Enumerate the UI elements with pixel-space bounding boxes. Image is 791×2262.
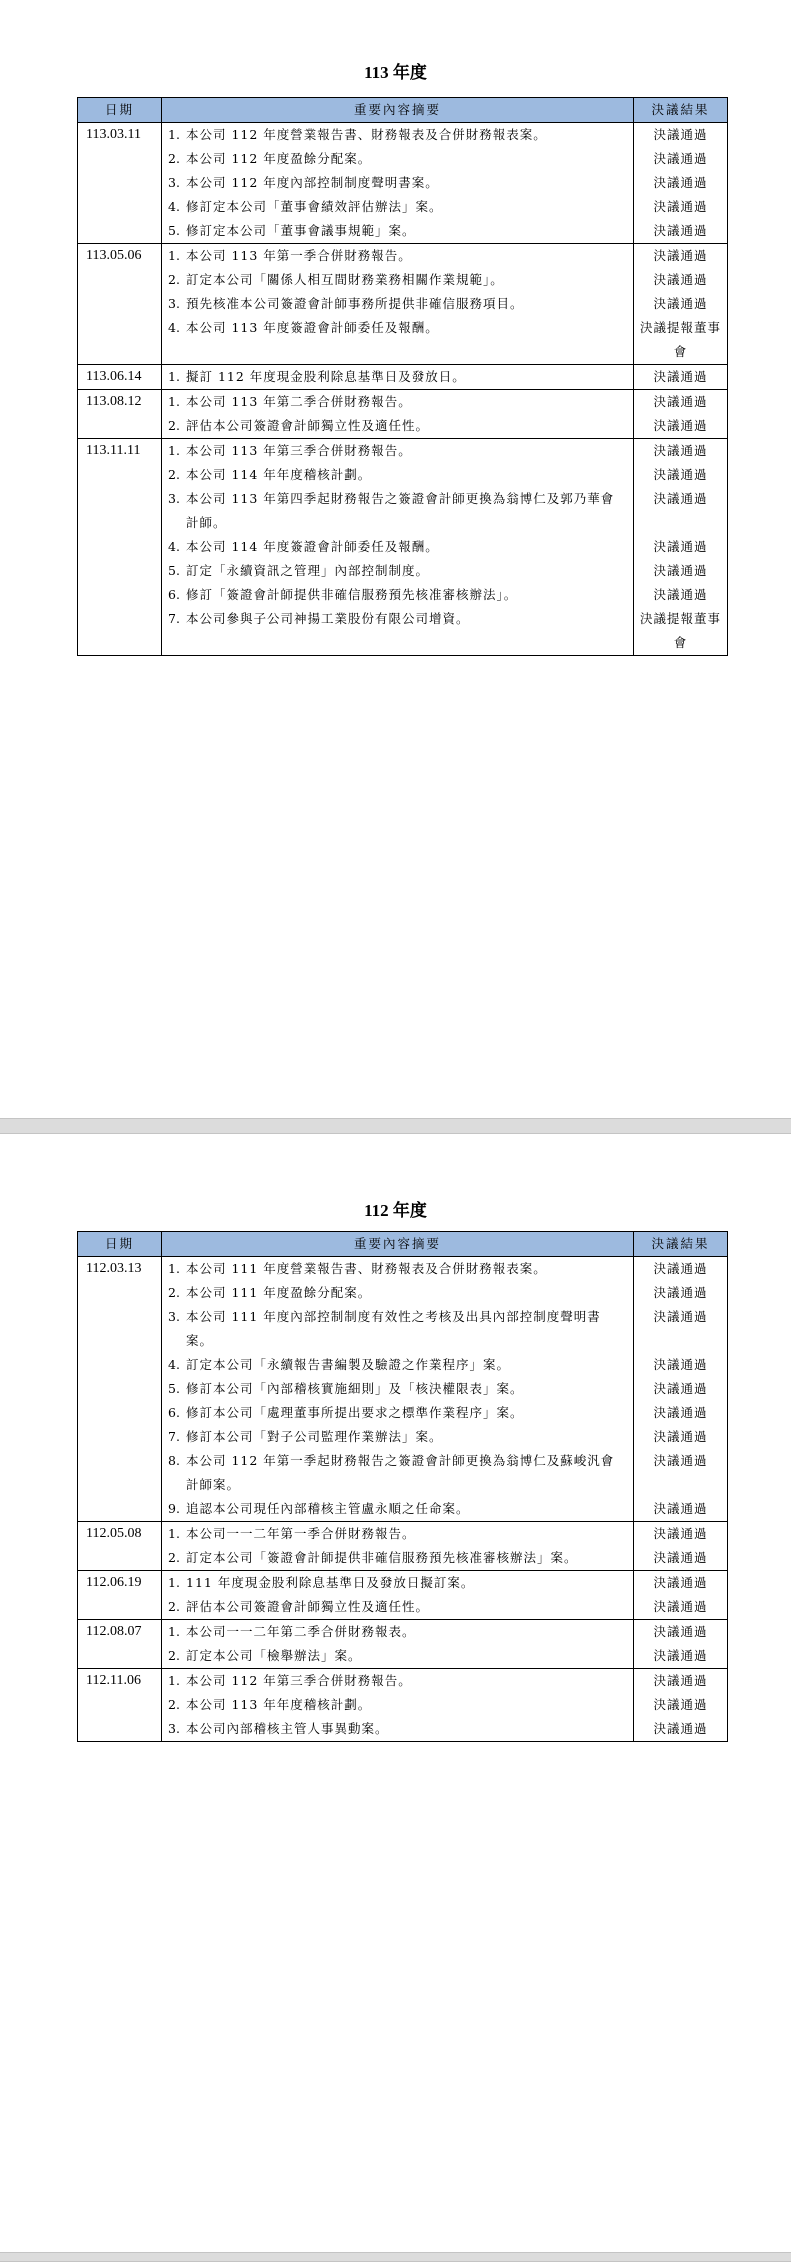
item-number: 2.	[168, 467, 180, 482]
resolution-results	[634, 390, 728, 439]
resolution-result: 決議通過	[653, 127, 708, 142]
resolution-result: 決議通過	[653, 1575, 708, 1590]
item-number: 1.	[168, 1673, 180, 1688]
item-text: 本公司 113 年第三季合併財務報告。	[186, 443, 412, 458]
meeting-date: 113.05.06	[78, 244, 162, 365]
resolution-result: 決議通過	[653, 443, 708, 458]
resolution-result: 決議提報董事會	[639, 611, 721, 650]
agenda-items	[162, 123, 634, 244]
item-number: 4.	[168, 1357, 180, 1372]
agenda-item	[168, 195, 625, 219]
agenda-items	[162, 365, 634, 390]
resolution-result: 決議通過	[653, 1501, 708, 1516]
item-text: 追認本公司現任內部稽核主管盧永順之任命案。	[186, 1501, 470, 1516]
item-number: 1.	[168, 1526, 180, 1541]
item-text: 本公司 114 年年度稽核計劃。	[186, 467, 372, 482]
meeting-row	[78, 1669, 728, 1742]
resolution-result: 決議通過	[653, 1721, 708, 1736]
item-text: 訂定本公司「永續報告書編製及驗證之作業程序」案。	[186, 1357, 511, 1372]
item-text: 訂定本公司「檢舉辦法」案。	[186, 1648, 362, 1663]
resolution-result: 決議通過	[653, 1381, 708, 1396]
item-text: 本公司一一二年第一季合併財務報告。	[186, 1526, 416, 1541]
item-number: 7.	[168, 1429, 180, 1444]
resolution-result: 決議通過	[653, 175, 708, 190]
meeting-row	[78, 390, 728, 439]
meeting-date: 113.08.12	[78, 390, 162, 439]
agenda-item	[168, 316, 625, 340]
resolution-results	[634, 1257, 728, 1522]
agenda-item	[168, 171, 625, 195]
item-number: 2.	[168, 1697, 180, 1712]
item-number: 1.	[168, 248, 180, 263]
resolution-result: 決議通過	[653, 1405, 708, 1420]
item-text: 修訂「簽證會計師提供非確信服務預先核准審核辦法」。	[186, 587, 518, 602]
resolution-result: 決議通過	[653, 1309, 708, 1324]
agenda-item	[168, 1425, 625, 1449]
item-text: 修訂定本公司「董事會議事規範」案。	[186, 223, 416, 238]
resolution-result: 決議通過	[653, 151, 708, 166]
item-text: 訂定本公司「關係人相互間財務業務相關作業規範」。	[186, 272, 504, 287]
resolution-result: 決議通過	[653, 1648, 708, 1663]
meeting-row	[78, 1620, 728, 1669]
item-text: 預先核准本公司簽證會計師事務所提供非確信服務項目。	[186, 296, 524, 311]
resolution-result: 決議通過	[653, 418, 708, 433]
meeting-row	[78, 439, 728, 656]
section-title: 113 年度	[364, 63, 427, 82]
agenda-item	[168, 1595, 625, 1619]
item-number: 2.	[168, 1648, 180, 1663]
item-number: 8.	[168, 1453, 180, 1468]
agenda-item	[168, 414, 625, 438]
item-number: 5.	[168, 223, 180, 238]
agenda-item	[168, 1449, 625, 1497]
item-number: 1.	[168, 394, 180, 409]
item-number: 1.	[168, 369, 180, 384]
resolution-results	[634, 123, 728, 244]
item-number: 4.	[168, 199, 180, 214]
item-number: 1.	[168, 127, 180, 142]
agenda-item	[168, 292, 625, 316]
document-page-2	[0, 1134, 791, 2252]
item-number: 1.	[168, 1575, 180, 1590]
agenda-item	[168, 439, 625, 463]
resolution-result: 決議通過	[653, 199, 708, 214]
column-header-summary: 重要內容摘要	[162, 98, 634, 123]
resolution-result: 決議通過	[653, 1285, 708, 1300]
item-number: 2.	[168, 272, 180, 287]
agenda-item	[168, 1620, 625, 1644]
audit-committee-table	[77, 97, 728, 656]
item-text: 評估本公司簽證會計師獨立性及適任性。	[186, 418, 430, 433]
agenda-item	[168, 559, 625, 583]
item-text: 本公司一一二年第二季合併財務報表。	[186, 1624, 416, 1639]
resolution-result: 決議通過	[653, 394, 708, 409]
resolution-result: 決議通過	[653, 563, 708, 578]
agenda-item	[168, 1281, 625, 1305]
page-separator	[0, 2252, 791, 2262]
resolution-result: 決議通過	[653, 272, 708, 287]
item-number: 4.	[168, 320, 180, 335]
agenda-item	[168, 1305, 625, 1353]
agenda-items	[162, 1620, 634, 1669]
agenda-item	[168, 365, 625, 389]
agenda-item	[168, 1377, 625, 1401]
item-text: 修訂本公司「對子公司監理作業辦法」案。	[186, 1429, 443, 1444]
resolution-result: 決議通過	[653, 491, 708, 506]
resolution-result: 決議通過	[653, 1673, 708, 1688]
item-number: 9.	[168, 1501, 180, 1516]
agenda-items	[162, 390, 634, 439]
item-number: 3.	[168, 175, 180, 190]
item-number: 2.	[168, 1285, 180, 1300]
item-number: 1.	[168, 1261, 180, 1276]
item-text: 本公司 112 年第三季合併財務報告。	[186, 1673, 412, 1688]
audit-committee-table	[77, 1231, 728, 1742]
item-text: 擬訂 112 年度現金股利除息基準日及發放日。	[186, 369, 466, 384]
item-text: 訂定「永續資訊之管理」內部控制制度。	[186, 563, 430, 578]
agenda-items	[162, 1257, 634, 1522]
resolution-result: 決議通過	[653, 223, 708, 238]
meeting-date: 112.05.08	[78, 1522, 162, 1571]
agenda-items	[162, 1669, 634, 1742]
column-header-date: 日期	[78, 1232, 162, 1257]
meeting-date: 112.06.19	[78, 1571, 162, 1620]
meeting-date: 113.03.11	[78, 123, 162, 244]
item-number: 6.	[168, 1405, 180, 1420]
item-text: 本公司 111 年度營業報告書、財務報表及合併財務報表案。	[186, 1261, 547, 1276]
resolution-results	[634, 439, 728, 656]
agenda-item	[168, 1401, 625, 1425]
item-text: 本公司 111 年度內部控制制度有效性之考核及出具內部控制度聲明書案。	[186, 1309, 601, 1348]
item-text: 本公司 112 年度盈餘分配案。	[186, 151, 372, 166]
agenda-item	[168, 123, 625, 147]
resolution-result: 決議通過	[653, 1550, 708, 1565]
agenda-item	[168, 535, 625, 559]
agenda-items	[162, 1571, 634, 1620]
page-separator	[0, 1118, 791, 1134]
item-text: 本公司 113 年年度稽核計劃。	[186, 1697, 372, 1712]
agenda-item	[168, 1717, 625, 1741]
agenda-item	[168, 607, 625, 631]
agenda-item	[168, 1497, 625, 1521]
item-number: 3.	[168, 296, 180, 311]
resolution-results	[634, 365, 728, 390]
meeting-date: 112.11.06	[78, 1669, 162, 1742]
resolution-result: 決議通過	[653, 1624, 708, 1639]
item-number: 2.	[168, 1599, 180, 1614]
resolution-result: 決議通過	[653, 587, 708, 602]
resolution-results	[634, 1522, 728, 1571]
resolution-result: 決議通過	[653, 467, 708, 482]
meeting-row	[78, 365, 728, 390]
item-text: 本公司 113 年第二季合併財務報告。	[186, 394, 412, 409]
column-header-result: 決議結果	[634, 1232, 728, 1257]
item-number: 3.	[168, 1309, 180, 1324]
item-number: 3.	[168, 1721, 180, 1736]
item-text: 訂定本公司「簽證會計師提供非確信服務預先核准審核辦法」案。	[186, 1550, 578, 1565]
item-text: 本公司 113 年第四季起財務報告之簽證會計師更換為翁博仁及郭乃華會計師。	[186, 491, 615, 530]
meeting-row	[78, 123, 728, 244]
item-text: 本公司 113 年度簽證會計師委任及報酬。	[186, 320, 439, 335]
agenda-item	[168, 244, 625, 268]
agenda-item	[168, 219, 625, 243]
agenda-item	[168, 487, 625, 535]
column-header-date: 日期	[78, 98, 162, 123]
agenda-item	[168, 1669, 625, 1693]
item-text: 本公司 112 年度內部控制制度聲明書案。	[186, 175, 439, 190]
agenda-item	[168, 463, 625, 487]
resolution-result: 決議通過	[653, 1429, 708, 1444]
resolution-result: 決議通過	[653, 1453, 708, 1468]
resolution-result: 決議通過	[653, 1526, 708, 1541]
item-number: 1.	[168, 1624, 180, 1639]
agenda-items	[162, 244, 634, 365]
agenda-item	[168, 1546, 625, 1570]
item-number: 5.	[168, 1381, 180, 1396]
item-number: 2.	[168, 1550, 180, 1565]
meeting-row	[78, 1571, 728, 1620]
resolution-result: 決議通過	[653, 369, 708, 384]
resolution-result: 決議通過	[653, 1357, 708, 1372]
item-text: 本公司參與子公司神揚工業股份有限公司增資。	[186, 611, 470, 626]
resolution-result: 決議通過	[653, 248, 708, 263]
agenda-item	[168, 390, 625, 414]
column-header-result: 決議結果	[634, 98, 728, 123]
item-text: 修訂本公司「內部稽核實施細則」及「核決權限表」案。	[186, 1381, 524, 1396]
meeting-date: 113.11.11	[78, 439, 162, 656]
section-title: 112 年度	[364, 1201, 427, 1220]
resolution-results	[634, 1669, 728, 1742]
item-text: 修訂本公司「處理董事所提出要求之標準作業程序」案。	[186, 1405, 524, 1420]
resolution-results	[634, 1620, 728, 1669]
item-text: 111 年度現金股利除息基準日及發放日擬訂案。	[186, 1575, 475, 1590]
item-text: 修訂定本公司「董事會績效評估辦法」案。	[186, 199, 443, 214]
item-text: 本公司 114 年度簽證會計師委任及報酬。	[186, 539, 439, 554]
resolution-result: 決議通過	[653, 1697, 708, 1712]
item-text: 本公司 113 年第一季合併財務報告。	[186, 248, 412, 263]
agenda-item	[168, 147, 625, 171]
resolution-result: 決議通過	[653, 1599, 708, 1614]
resolution-result: 決議通過	[653, 539, 708, 554]
agenda-item	[168, 1644, 625, 1668]
meeting-row	[78, 244, 728, 365]
item-text: 本公司 112 年第一季起財務報告之簽證會計師更換為翁博仁及蘇峻汎會計師案。	[186, 1453, 615, 1492]
resolution-result: 決議通過	[653, 296, 708, 311]
item-number: 2.	[168, 418, 180, 433]
agenda-items	[162, 439, 634, 656]
item-number: 3.	[168, 491, 180, 506]
agenda-item	[168, 268, 625, 292]
resolution-results	[634, 244, 728, 365]
meeting-row	[78, 1522, 728, 1571]
agenda-item	[168, 1571, 625, 1595]
agenda-item	[168, 1693, 625, 1717]
column-header-summary: 重要內容摘要	[162, 1232, 634, 1257]
document-page-1	[0, 0, 791, 1118]
resolution-results	[634, 1571, 728, 1620]
item-number: 6.	[168, 587, 180, 602]
agenda-item	[168, 1257, 625, 1281]
item-number: 1.	[168, 443, 180, 458]
item-text: 本公司內部稽核主管人事異動案。	[186, 1721, 389, 1736]
item-text: 本公司 111 年度盈餘分配案。	[186, 1285, 372, 1300]
meeting-date: 113.06.14	[78, 365, 162, 390]
meeting-row	[78, 1257, 728, 1522]
item-number: 7.	[168, 611, 180, 626]
resolution-result: 決議通過	[653, 1261, 708, 1276]
item-text: 評估本公司簽證會計師獨立性及適任性。	[186, 1599, 430, 1614]
item-number: 5.	[168, 563, 180, 578]
agenda-item	[168, 1522, 625, 1546]
agenda-item	[168, 1353, 625, 1377]
meeting-date: 112.08.07	[78, 1620, 162, 1669]
item-number: 2.	[168, 151, 180, 166]
item-number: 4.	[168, 539, 180, 554]
item-text: 本公司 112 年度營業報告書、財務報表及合併財務報表案。	[186, 127, 547, 142]
resolution-result: 決議提報董事會	[639, 320, 721, 359]
meeting-date: 112.03.13	[78, 1257, 162, 1522]
agenda-items	[162, 1522, 634, 1571]
agenda-item	[168, 583, 625, 607]
